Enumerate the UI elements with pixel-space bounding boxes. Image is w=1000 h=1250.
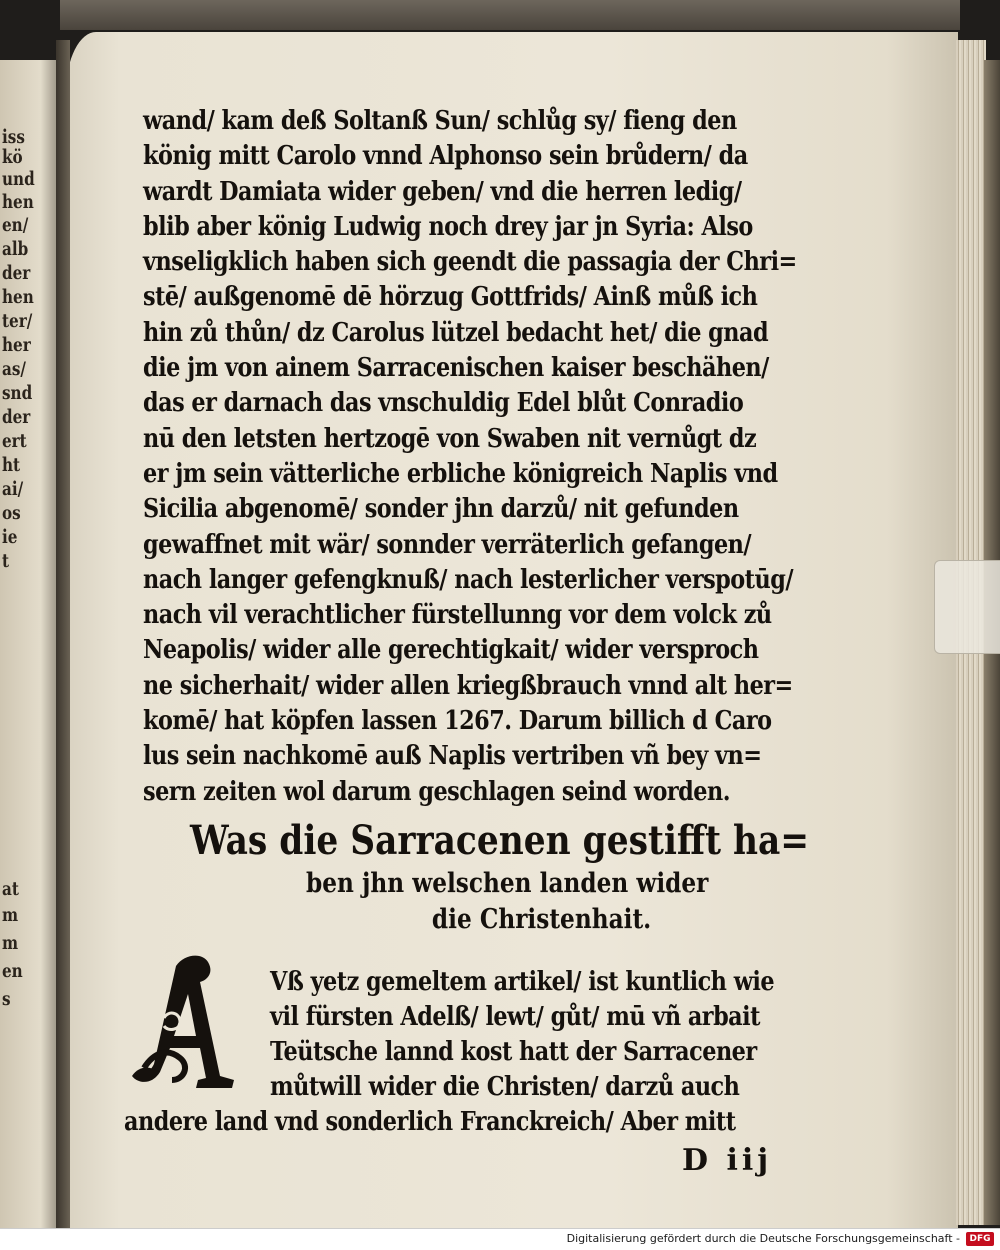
section-heading: [190, 816, 810, 938]
text-line: nach langer gefengknuß/ nach lesterlicher verspotūg/: [143, 564, 793, 595]
signature-mark: D iij: [682, 1143, 773, 1178]
page-marker-tab: [934, 560, 1000, 654]
facing-page-fragment: und: [2, 168, 35, 190]
facing-page-fragment: m: [2, 932, 19, 954]
facing-page-fragment: ht: [2, 454, 21, 476]
text-line: nū den letsten hertzogē von Swaben nit vernůgt dz: [143, 423, 757, 454]
text-line: er jm sein vätterliche erbliche königreich Naplis vnd: [143, 458, 778, 489]
facing-page-fragment: snd: [2, 382, 33, 404]
facing-page-fragment: her: [2, 334, 31, 356]
text-line: můtwill wider die Christen/ darzů auch: [270, 1072, 740, 1102]
decorated-initial-a: [124, 948, 264, 1098]
text-line: lus sein nachkomē auß Naplis vertriben vñ bey vn=: [143, 741, 762, 772]
text-line: Vß yetz gemeltem artikel/ ist kuntlich wie: [270, 967, 775, 997]
paragraph-full-width: [124, 1105, 844, 1140]
text-line: hin zů thůn/ dz Carolus lützel bedacht het/ die gnad: [143, 317, 769, 348]
book-gutter: [56, 40, 70, 1228]
facing-page-fragment: m: [2, 904, 19, 926]
text-line: Sicilia abgenomē/ sonder jhn darzů/ nit gefunden: [143, 494, 739, 525]
text-line: die jm von ainem Sarracenischen kaiser beschähen/: [143, 353, 769, 384]
initial-letter-icon: [124, 948, 264, 1098]
text-line: vil fürsten Adelß/ lewt/ gůt/ mū vñ arbait: [270, 1002, 760, 1032]
facing-page-fragment: hen: [2, 286, 34, 308]
facing-page-fragment: ter/: [2, 310, 33, 332]
text-line: Neapolis/ wider alle gerechtigkait/ wider versproch: [143, 635, 759, 666]
heading-line-1: Was die Sarracenen gestifft ha=: [190, 817, 810, 864]
text-line: wardt Damiata wider geben/ vnd die herren ledig/: [143, 176, 742, 207]
facing-page-fragment: en: [2, 960, 23, 982]
text-line: vnseligklich haben sich geendt die passagia der Chri=: [143, 247, 797, 278]
heading-line-3: die Christenhait.: [431, 904, 652, 935]
heading-line-2: ben jhn welschen landen wider: [305, 868, 709, 899]
facing-page-fragment: kö: [2, 146, 23, 168]
facing-page-fragment: t: [2, 550, 10, 572]
facing-page-fragment: as/: [2, 358, 26, 380]
main-text-block: [143, 104, 863, 810]
text-line: komē/ hat köpfen lassen 1267. Darum billich d Caro: [143, 706, 772, 737]
footer-credit: Digitalisierung gefördert durch die Deutsche Forschungsgemeinschaft -: [566, 1232, 960, 1245]
dfg-logo-icon: DFG: [966, 1232, 994, 1246]
text-line: wand/ kam deß Soltanß Sun/ schlůg sy/ fieng den: [143, 106, 737, 136]
facing-page-fragment: os: [2, 502, 21, 524]
text-line: stē/ außgenomē dē hörzug Gottfrids/ Ainß můß ich: [143, 282, 758, 313]
facing-page-fragment: iss: [2, 126, 25, 148]
text-line: Teütsche lannd kost hatt der Sarracener: [270, 1037, 757, 1067]
text-line: könig mitt Carolo vnnd Alphonso sein brůdern/ da: [143, 141, 748, 172]
text-line: nach vil verachtlicher fürstellunng vor dem volck zů: [143, 600, 772, 631]
facing-page-fragment: alb: [2, 238, 29, 260]
footer-bar: [0, 1228, 1000, 1250]
text-line: ne sicherhait/ wider allen kriegßbrauch vnnd alt her=: [143, 670, 793, 701]
paragraph-indented: [270, 965, 830, 1105]
facing-page-fragment: hen: [2, 191, 34, 213]
text-line: das er darnach das vnschuldig Edel blůt Conradio: [143, 388, 744, 419]
facing-page-fragment: ai/: [2, 478, 24, 500]
book-top-edge: [60, 0, 960, 30]
facing-page-fragment: en/: [2, 214, 29, 236]
facing-page-fragment: der: [2, 406, 31, 428]
facing-page-fragment: ie: [2, 526, 18, 548]
facing-page-fragment: s: [2, 988, 11, 1010]
facing-page-edge: [0, 60, 58, 1228]
text-line: gewaffnet mit wär/ sonnder verräterlich gefangen/: [143, 529, 752, 560]
text-line: sern zeiten wol darum geschlagen seind worden.: [143, 776, 731, 807]
text-line: andere land vnd sonderlich Franckreich/ Aber mitt: [124, 1107, 736, 1137]
facing-page-fragment: at: [2, 878, 19, 900]
facing-page-fragment: der: [2, 262, 31, 284]
facing-page-fragment: ert: [2, 430, 27, 452]
text-line: blib aber könig Ludwig noch drey jar jn Syria: Also: [143, 211, 753, 242]
